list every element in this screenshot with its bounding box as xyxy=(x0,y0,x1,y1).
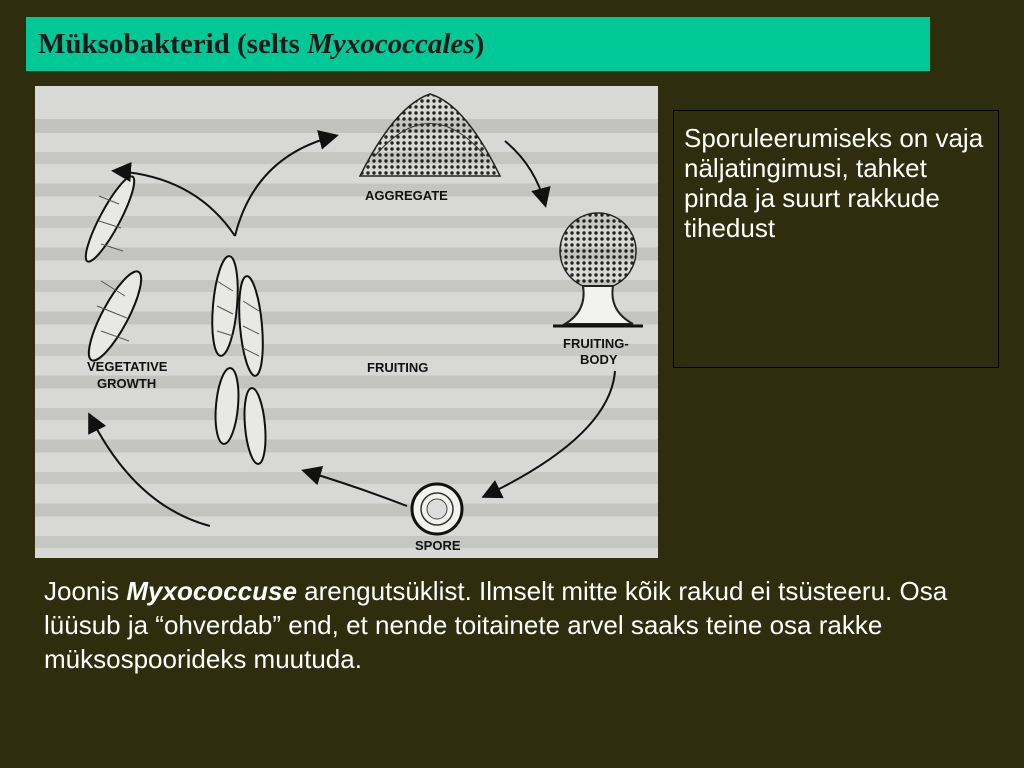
title-suffix: ) xyxy=(474,27,485,60)
figure-caption xyxy=(44,574,994,676)
caption-part2: arengutsüklist. Ilmselt mitte kõik rakud ei tsüsteeru. Osa lüüsub ja “ohverdab” end, et nende toitainete arvel saaks teine osa rakke müksospoorideks muutuda. xyxy=(44,576,948,674)
label-spore: SPORE xyxy=(415,538,461,553)
label-fruiting-body-1: FRUITING- xyxy=(563,336,629,351)
label-vegetative-2: GROWTH xyxy=(97,376,157,391)
spore xyxy=(412,484,462,534)
side-note-text: Sporuleerumiseks on vaja näljatingimusi, tahket pinda ja suurt rakkude tihedust xyxy=(684,123,984,243)
caption-emphasis: Myxococcuse xyxy=(126,576,297,606)
title-bar xyxy=(26,17,930,71)
title-italic: Myxococcales xyxy=(307,27,475,60)
label-aggregate: AGGREGATE xyxy=(365,188,448,203)
title-prefix: Müksobakterid (selts xyxy=(38,27,308,60)
background-text-texture xyxy=(35,86,658,558)
life-cycle-figure xyxy=(35,86,658,558)
slide-title xyxy=(38,28,484,61)
label-fruiting-body-2: BODY xyxy=(580,352,618,367)
side-note-box xyxy=(673,110,999,368)
caption-part1: Joonis xyxy=(44,576,127,606)
label-fruiting: FRUITING xyxy=(367,360,429,375)
label-vegetative-1: VEGETATIVE xyxy=(87,359,168,374)
life-cycle-diagram xyxy=(35,86,658,558)
